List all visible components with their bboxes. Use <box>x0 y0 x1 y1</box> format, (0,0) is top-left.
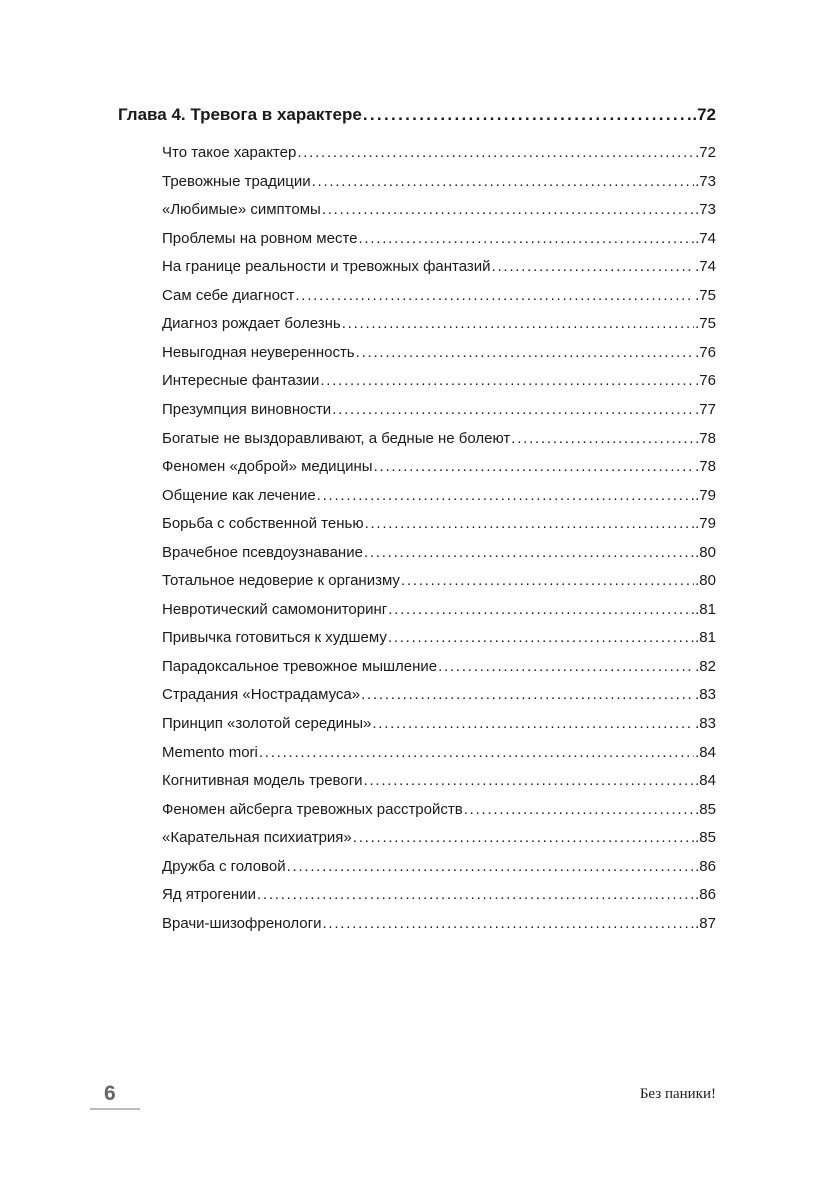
entry-page: .73 <box>695 201 716 219</box>
page-number: 6 <box>104 1082 116 1105</box>
toc-entry <box>162 886 716 903</box>
chapter-page: .72 <box>692 105 716 124</box>
toc-entry <box>162 601 716 618</box>
dot-leader <box>320 372 694 389</box>
entry-page: .72 <box>695 144 716 161</box>
entry-page: .87 <box>695 914 716 932</box>
dot-leader <box>297 144 694 161</box>
entry-title: Memento mori <box>162 743 258 761</box>
toc-entry <box>162 487 716 504</box>
chapter-heading <box>118 105 716 125</box>
dot-leader <box>322 201 694 218</box>
dot-leader <box>312 173 695 190</box>
entry-title: Богатые не выздоравливают, а бедные не болеют <box>162 429 511 447</box>
toc-entry <box>162 515 716 532</box>
entry-page: .75 <box>695 315 716 333</box>
dot-leader <box>287 858 695 875</box>
entry-page: .86 <box>695 857 716 875</box>
entry-title: Дружба с головой <box>162 857 286 875</box>
toc-entry <box>162 201 716 218</box>
entry-page: .74 <box>695 229 716 247</box>
dot-leader <box>401 572 694 589</box>
dot-leader <box>359 230 695 247</box>
entry-page: .77 <box>695 400 716 418</box>
dot-leader <box>332 401 694 418</box>
entry-title: Проблемы на ровном месте <box>162 229 358 247</box>
entry-title: Сам себе диагност <box>162 286 295 304</box>
toc-entry <box>162 629 716 646</box>
dot-leader <box>438 658 694 675</box>
dot-leader <box>353 829 694 846</box>
entry-page: .81 <box>695 600 716 618</box>
dot-leader <box>388 629 694 646</box>
entry-title: Парадоксальное тревожное мышление <box>162 657 438 675</box>
toc-entry <box>162 715 716 732</box>
dot-leader <box>257 886 694 903</box>
entry-title: Презумпция виновности <box>162 400 332 418</box>
entry-page: .79 <box>695 486 716 504</box>
toc-entry <box>162 458 716 475</box>
entry-page: .78 <box>695 429 716 447</box>
dot-leader <box>365 515 695 532</box>
entry-title: Что такое характер <box>162 144 297 161</box>
entry-page: .73 <box>695 172 716 190</box>
toc-entry <box>162 829 716 846</box>
toc-entry <box>162 258 716 275</box>
toc-entry <box>162 772 716 789</box>
entry-page: .85 <box>695 800 716 818</box>
entry-title: Принцип «золотой середины» <box>162 715 372 732</box>
toc-entry <box>162 915 716 932</box>
entry-page: .85 <box>695 829 716 847</box>
entry-title: Врачи-шизофренологи <box>162 914 322 932</box>
entry-title: На границе реальности и тревожных фантазий <box>162 258 491 276</box>
entry-title: Когнитивная модель тревоги <box>162 772 363 790</box>
dot-leader <box>492 258 695 275</box>
toc-entry <box>162 344 716 361</box>
toc-entry <box>162 372 716 389</box>
dot-leader <box>322 915 694 932</box>
entry-page: .81 <box>695 629 716 647</box>
entry-title: Общение как лечение <box>162 486 316 504</box>
dot-leader <box>372 715 694 732</box>
dot-leader <box>464 801 694 818</box>
entry-page: .84 <box>695 772 716 790</box>
entry-title: Феномен айсберга тревожных расстройств <box>162 800 463 818</box>
toc-entry <box>162 287 716 304</box>
toc-entry <box>162 801 716 818</box>
toc-entry <box>162 572 716 589</box>
dot-leader <box>364 544 694 561</box>
entry-title: «Карательная психиатрия» <box>162 829 352 847</box>
entry-title: Тревожные традиции <box>162 172 311 190</box>
entry-title: Интересные фантазии <box>162 372 320 390</box>
dot-leader <box>259 744 694 761</box>
entry-page: .80 <box>695 543 716 561</box>
entry-page: .83 <box>695 686 716 704</box>
dot-leader <box>356 344 695 361</box>
entry-title: Невротический самомониторинг <box>162 600 388 618</box>
dot-leader <box>295 287 694 304</box>
running-head: Без паники! <box>639 1086 716 1102</box>
entry-title: Яд ятрогении <box>162 886 256 904</box>
entry-page: .74 <box>695 258 716 276</box>
toc-entry <box>162 744 716 761</box>
page-number-rule <box>90 1108 140 1110</box>
entry-title: Привычка готовиться к худшему <box>162 629 387 647</box>
toc-entry <box>162 858 716 875</box>
toc-entry <box>162 173 716 190</box>
entry-title: «Любимые» симптомы <box>162 201 321 219</box>
toc-entry <box>162 230 716 247</box>
toc-entry <box>162 430 716 447</box>
dot-leader <box>511 430 694 447</box>
entry-page: .82 <box>695 657 716 675</box>
entry-title: Феномен «доброй» медицины <box>162 458 373 476</box>
dot-leader <box>374 458 695 475</box>
toc-entry <box>162 658 716 675</box>
entry-title: Врачебное псевдоузнавание <box>162 543 363 561</box>
dot-leader <box>364 772 695 789</box>
entry-title: Тотальное недоверие к организму <box>162 572 400 590</box>
toc-entry <box>162 686 716 703</box>
entry-page: .80 <box>695 572 716 590</box>
entry-page: .76 <box>695 343 716 361</box>
entry-page: .75 <box>695 286 716 304</box>
toc-entry <box>162 544 716 561</box>
toc-entry <box>162 315 716 332</box>
entry-title: Диагноз рождает болезнь <box>162 315 341 333</box>
entry-page: .86 <box>695 886 716 904</box>
entry-page: .76 <box>695 372 716 390</box>
entry-title: Борьба с собственной тенью <box>162 515 364 533</box>
dot-leader <box>317 487 694 504</box>
dot-leader <box>363 105 692 125</box>
entry-page: .84 <box>695 743 716 761</box>
toc-entry <box>162 401 716 418</box>
dot-leader <box>388 601 694 618</box>
toc-entry <box>162 144 716 161</box>
entry-page: .78 <box>695 458 716 476</box>
entry-title: Невыгодная неуверенность <box>162 343 355 361</box>
dot-leader <box>342 315 694 332</box>
dot-leader <box>361 686 694 703</box>
entry-title: Страдания «Нострадамуса» <box>162 686 361 704</box>
entry-page: .83 <box>695 715 716 732</box>
chapter-title: Глава 4. Тревога в характере <box>118 105 362 124</box>
entry-page: .79 <box>695 515 716 533</box>
